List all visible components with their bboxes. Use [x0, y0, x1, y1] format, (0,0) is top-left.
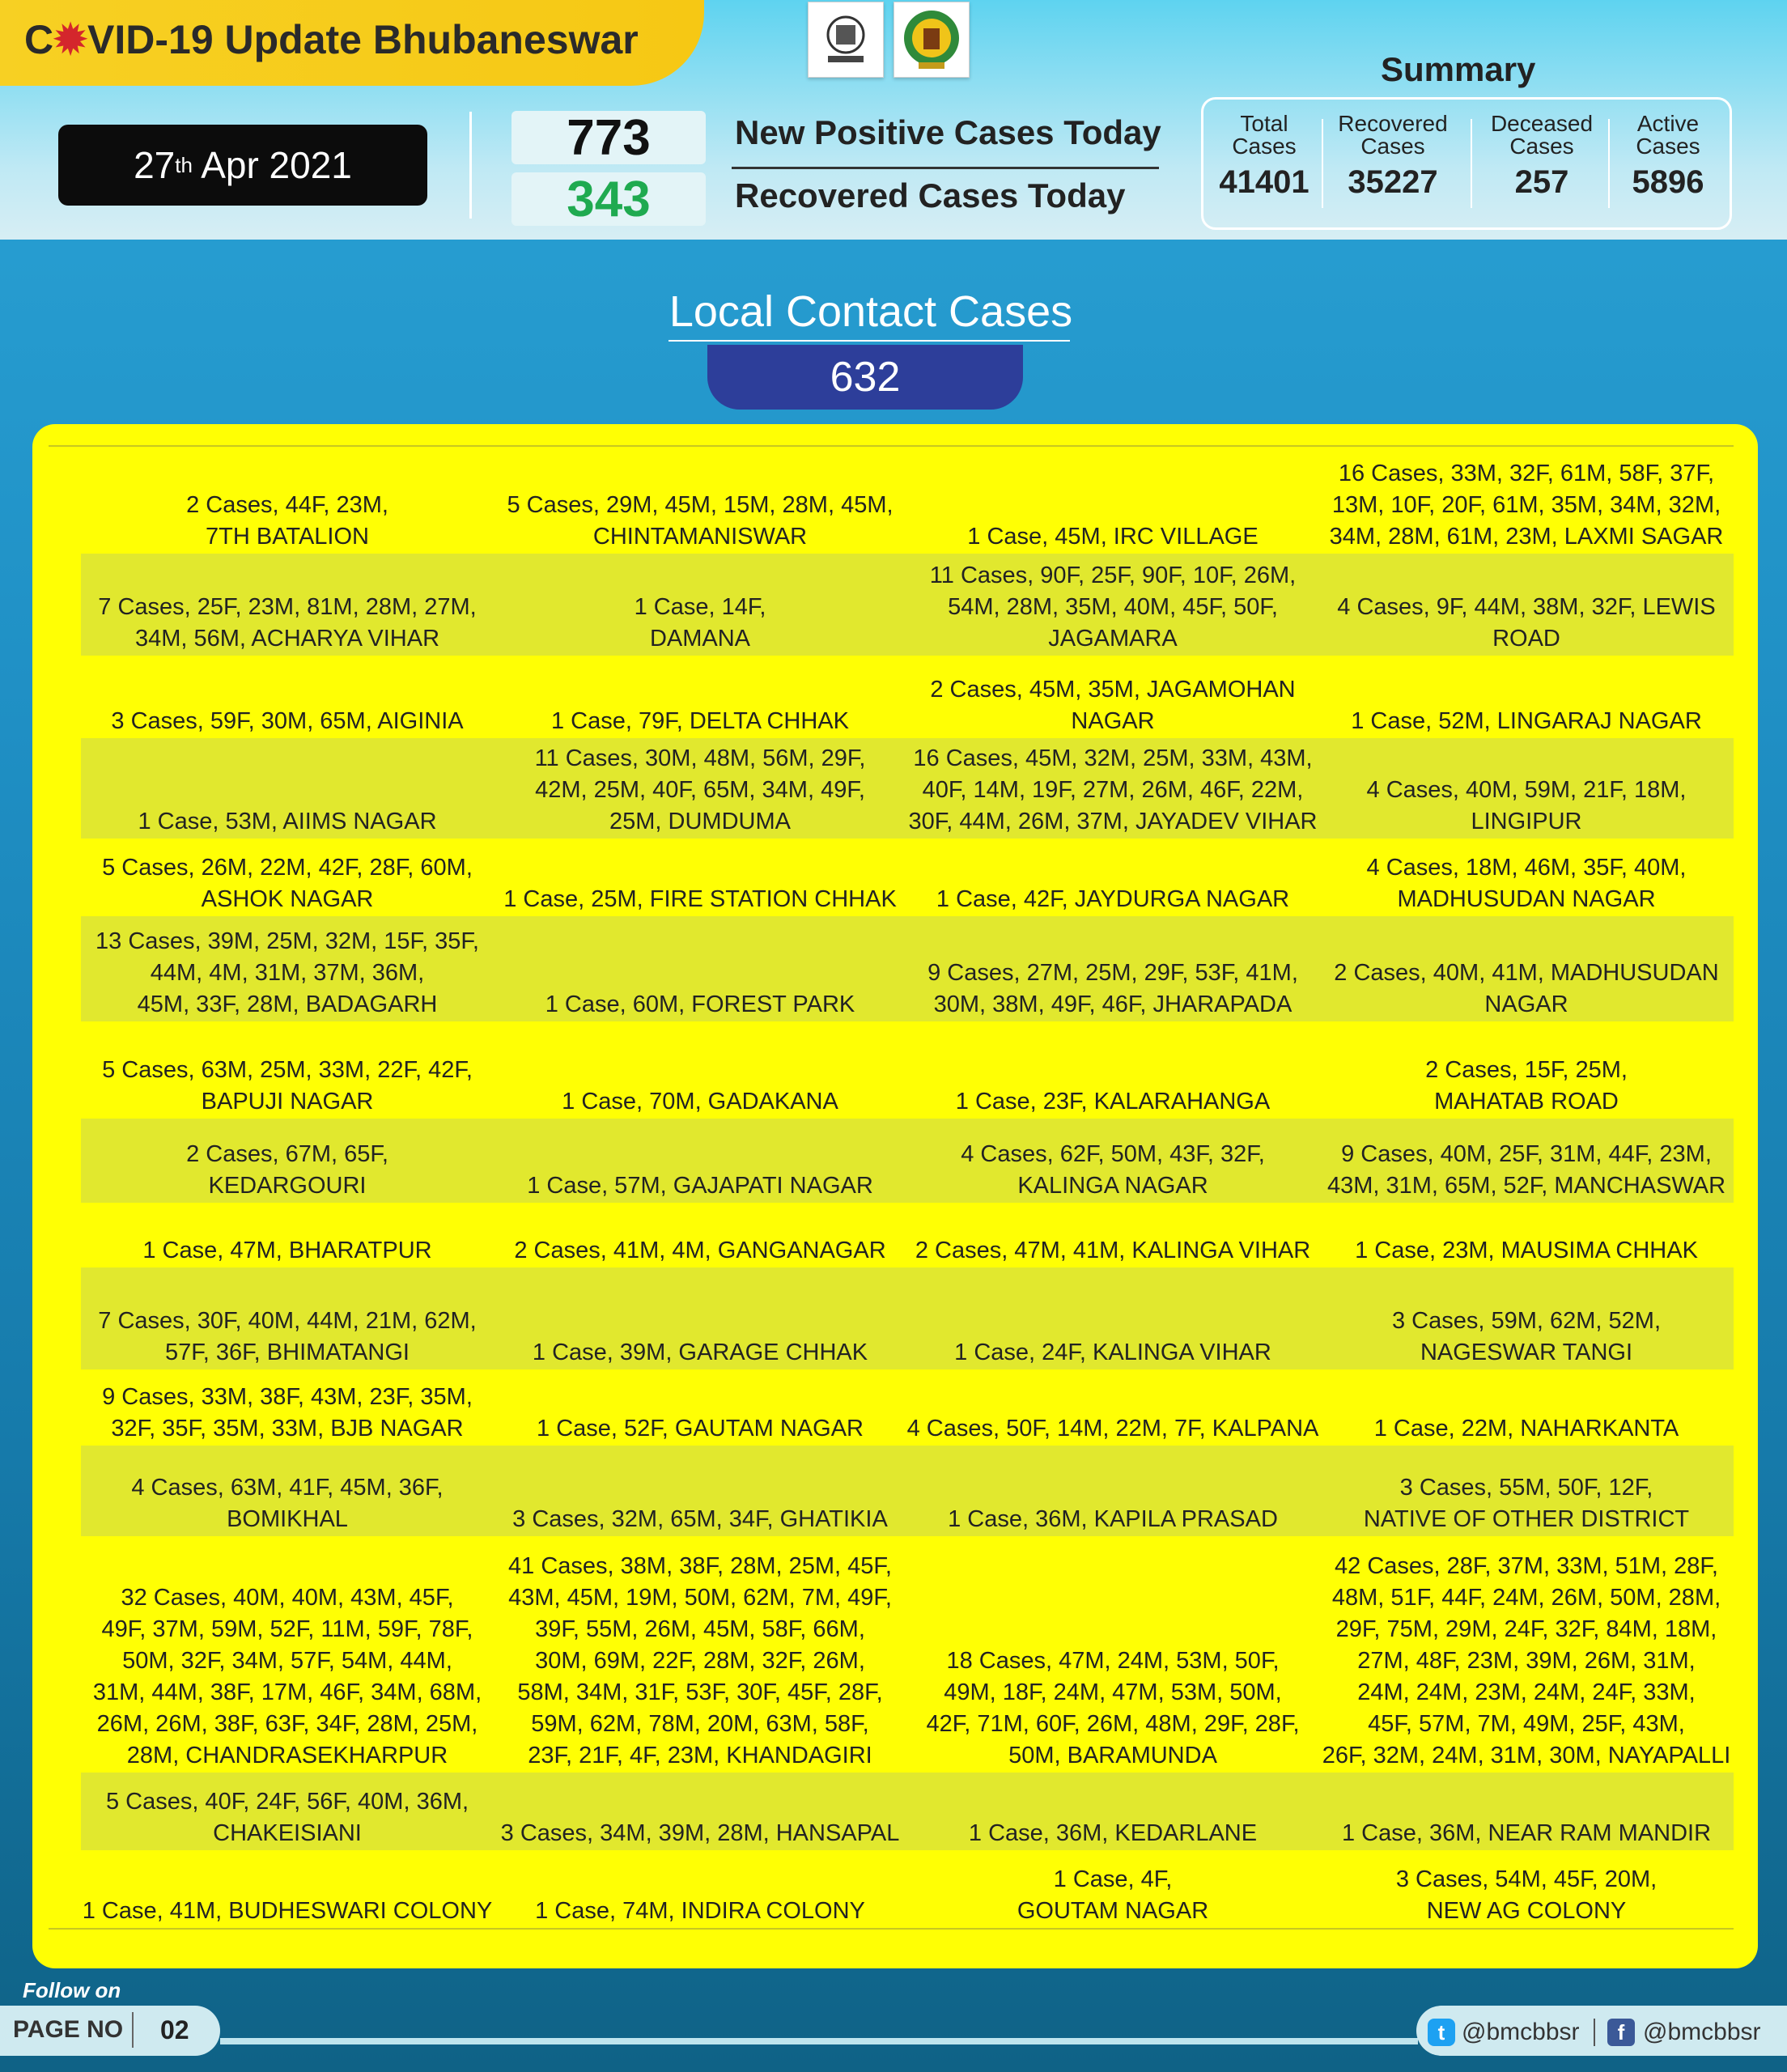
table-cell: 1 Case, 60M, FOREST PARK — [545, 991, 855, 1017]
table-cell: 1 Case, 14F, DAMANA — [634, 594, 766, 652]
table-cell: 11 Cases, 30M, 48M, 56M, 29F, 42M, 25M, 40F, 65M, 34M, 49F, 25M, DUMDUMA — [534, 745, 866, 834]
section-underline — [669, 340, 1070, 342]
recovered-count: 343 — [511, 172, 706, 226]
table-cell: 1 Case, 4F, GOUTAM NAGAR — [1017, 1866, 1209, 1924]
table-row — [81, 738, 1734, 839]
table-cell: 2 Cases, 40M, 41M, MADHUSUDAN NAGAR — [1334, 960, 1719, 1017]
table-cell: 1 Case, 24F, KALINGA VIHAR — [954, 1340, 1271, 1365]
table-cell: 1 Case, 74M, INDIRA COLONY — [535, 1898, 865, 1924]
table-row — [81, 1021, 1734, 1119]
table-row — [81, 1446, 1734, 1536]
table-cell: 3 Cases, 55M, 50F, 12F, NATIVE OF OTHER DISTRICT — [1363, 1475, 1690, 1532]
table-cell: 16 Cases, 45M, 32M, 25M, 33M, 43M, 40F, 14M, 19F, 27M, 26M, 46F, 22M, 30F, 44M, 26M, 37M, JAYADEV VIHAR — [908, 745, 1318, 834]
twitter-icon[interactable]: t — [1428, 2019, 1455, 2046]
table-cell: 4 Cases, 63M, 41F, 45M, 36F, BOMIKHAL — [131, 1475, 444, 1532]
table-cell: 9 Cases, 33M, 38F, 43M, 23F, 35M, 32F, 35F, 35M, 33M, BJB NAGAR — [102, 1384, 473, 1441]
table-cell: 5 Cases, 63M, 25M, 33M, 22F, 42F, BAPUJI NAGAR — [102, 1057, 473, 1115]
table-row — [81, 839, 1734, 916]
section-title: Local Contact Cases — [669, 287, 1073, 336]
summary-divider — [1471, 119, 1472, 208]
local-contact-count: 632 — [707, 345, 1023, 410]
table-cell: 1 Case, 53M, AIIMS NAGAR — [138, 809, 437, 834]
table-row — [81, 447, 1734, 554]
page-divider — [132, 2012, 134, 2048]
table-cell: 1 Case, 39M, GARAGE CHHAK — [532, 1340, 868, 1365]
table-cell: 1 Case, 45M, IRC VILLAGE — [967, 524, 1259, 550]
table-cell: 9 Cases, 27M, 25M, 29F, 53F, 41M, 30M, 38M, 49F, 46F, JHARAPADA — [927, 960, 1298, 1017]
table-cell: 41 Cases, 38M, 38F, 28M, 25M, 45F, 43M, 45M, 19M, 50M, 62M, 7M, 49F, 39F, 55M, 26M, 45M, 58F, 66M, 30M, 69M, 22F, 28M, 32F, 26M, 58M, 34M, 31F, 53F, 30F, 45F, 28F, 59M, 62M, 78M, 20M, 63M, 58F, 23F, 21F, 4F, 23M, KHANDAGIRI — [508, 1553, 892, 1768]
table-cell: 1 Case, 70M, GADAKANA — [562, 1089, 838, 1115]
table-cell: 9 Cases, 40M, 25F, 31M, 44F, 23M, 43M, 31M, 65M, 52F, MANCHASWAR — [1326, 1141, 1726, 1199]
table-cell: 5 Cases, 40F, 24F, 56F, 40M, 36M, CHAKEISIANI — [105, 1789, 469, 1846]
summary-active: Active Cases 5896 — [1632, 111, 1704, 200]
table-cell: 1 Case, 25M, FIRE STATION CHHAK — [503, 886, 897, 912]
table-cell: 16 Cases, 33M, 32F, 61M, 58F, 37F, 13M, 10F, 20F, 61M, 35M, 34M, 32M, 34M, 28M, 61M, 23M, LAXMI SAGAR — [1329, 461, 1724, 550]
table-cell: 2 Cases, 47M, 41M, KALINGA VIHAR — [915, 1238, 1311, 1263]
table-cell: 1 Case, 79F, DELTA CHHAK — [550, 708, 849, 734]
recovered-label: Recovered Cases Today — [735, 176, 1126, 214]
table-cell: 1 Case, 36M, KAPILA PRASAD — [948, 1506, 1278, 1532]
table-cell: 32 Cases, 40M, 40M, 43M, 45F, 49F, 37M, 59M, 52F, 11M, 59F, 78F, 50M, 32F, 34M, 57F, 54M, 44M, 31M, 44M, 38F, 17M, 46F, 34M, 68M, 26M, 26M, 38F, 63F, 34F, 28M, 25M, 28M, CHANDRASEKHARPUR — [92, 1585, 482, 1768]
table-cell: 2 Cases, 45M, 35M, JAGAMOHAN NAGAR — [930, 677, 1296, 734]
table-cell: 1 Case, 36M, KEDARLANE — [968, 1820, 1258, 1846]
page-label: PAGE NO — [13, 2016, 124, 2043]
table-cell: 1 Case, 36M, NEAR RAM MANDIR — [1341, 1820, 1712, 1846]
table-cell: 1 Case, 52F, GAUTAM NAGAR — [537, 1416, 864, 1441]
table-row — [81, 916, 1734, 1021]
table-cell: 3 Cases, 54M, 45F, 20M, NEW AG COLONY — [1395, 1866, 1658, 1924]
table-cell: 5 Cases, 26M, 22M, 42F, 28F, 60M, ASHOK NAGAR — [102, 855, 473, 912]
label-divider — [732, 167, 1159, 169]
summary-divider — [1608, 119, 1610, 208]
page-title: C✹VID-19 Update Bhubaneswar — [24, 17, 639, 62]
table-row — [81, 1369, 1734, 1446]
table-cell: 13 Cases, 39M, 25M, 32M, 15F, 35F, 44M, 4M, 31M, 37M, 36M, 45M, 33F, 28M, BADAGARH — [96, 928, 479, 1017]
facebook-icon[interactable]: f — [1607, 2019, 1635, 2046]
table-cell: 7 Cases, 25F, 23M, 81M, 28M, 27M, 34M, 56M, ACHARYA VIHAR — [98, 594, 477, 652]
table-cell: 5 Cases, 29M, 45M, 15M, 28M, 45M, CHINTAMANISWAR — [507, 492, 894, 550]
table-cell: 3 Cases, 59M, 62M, 52M, NAGESWAR TANGI — [1391, 1308, 1662, 1365]
bmc-logo — [894, 2, 970, 78]
odisha-govt-logo — [808, 2, 884, 78]
table-cell: 1 Case, 23M, MAUSIMA CHHAK — [1355, 1238, 1698, 1263]
table-row — [81, 554, 1734, 656]
table-cell: 1 Case, 52M, LINGARAJ NAGAR — [1351, 708, 1702, 734]
summary-title: Summary — [1381, 50, 1536, 88]
new-positive-label: New Positive Cases Today — [735, 113, 1161, 151]
table-cell: 3 Cases, 32M, 65M, 34F, GHATIKIA — [512, 1506, 888, 1532]
follow-label: Follow on — [23, 1978, 121, 2002]
footer-band — [220, 2038, 1418, 2044]
virus-icon: ✹ — [53, 17, 88, 62]
new-positive-count: 773 — [511, 111, 706, 164]
table-cell: 1 Case, 41M, BUDHESWARI COLONY — [82, 1898, 493, 1924]
table-row — [81, 1850, 1734, 1928]
date-box: 27 th Apr 2021 — [58, 125, 427, 206]
table-cell: 1 Case, 22M, NAHARKANTA — [1373, 1416, 1679, 1441]
summary-box — [1201, 97, 1732, 230]
table-cell: 2 Cases, 44F, 23M, 7TH BATALION — [186, 492, 388, 550]
table-cell: 3 Cases, 59F, 30M, 65M, AIGINIA — [111, 708, 464, 734]
page-number: 02 — [160, 2015, 189, 2044]
twitter-handle[interactable]: @bmcbbsr — [1462, 2019, 1580, 2045]
table-cell: 4 Cases, 18M, 46M, 35F, 40M, MADHUSUDAN NAGAR — [1366, 855, 1687, 912]
table-cell: 4 Cases, 50F, 14M, 22M, 7F, KALPANA — [906, 1416, 1319, 1441]
table-cell: 2 Cases, 15F, 25M, MAHATAB ROAD — [1425, 1057, 1628, 1115]
summary-deceased: Deceased Cases 257 — [1490, 111, 1594, 200]
table-cell: 1 Case, 23F, KALARAHANGA — [955, 1089, 1271, 1115]
table-cell: 4 Cases, 9F, 44M, 38M, 32F, LEWIS ROAD — [1337, 594, 1716, 652]
header — [0, 0, 1787, 240]
table-row — [81, 1203, 1734, 1267]
table-row — [81, 1267, 1734, 1369]
table-row — [81, 1536, 1734, 1773]
table-cell: 1 Case, 57M, GAJAPATI NAGAR — [527, 1173, 873, 1199]
table-cell: 4 Cases, 62F, 50M, 43F, 32F, KALINGA NAGAR — [961, 1141, 1265, 1199]
table-cell: 11 Cases, 90F, 25F, 90F, 10F, 26M, 54M, 28M, 35M, 40M, 45F, 50F, JAGAMARA — [929, 563, 1297, 652]
table-cell: 2 Cases, 67M, 65F, KEDARGOURI — [186, 1141, 388, 1199]
table-cell: 3 Cases, 34M, 39M, 28M, HANSAPAL — [500, 1820, 900, 1846]
header-divider — [469, 112, 472, 219]
table-cell: 2 Cases, 41M, 4M, GANGANAGAR — [514, 1238, 886, 1263]
table-cell: 1 Case, 42F, JAYDURGA NAGAR — [936, 886, 1290, 912]
table-cell: 4 Cases, 40M, 59M, 21F, 18M, LINGIPUR — [1366, 777, 1687, 834]
table-row — [81, 1119, 1734, 1203]
table-cell: 18 Cases, 47M, 24M, 53M, 50F, 49M, 18F, 24M, 47M, 53M, 50M, 42F, 71M, 60F, 26M, 48M, 29F, 28F, 50M, BARAMUNDA — [926, 1648, 1300, 1768]
table-bottom-line — [49, 1928, 1734, 1930]
facebook-handle[interactable]: @bmcbbsr — [1643, 2019, 1761, 2045]
table-cell: 42 Cases, 28F, 37M, 33M, 51M, 28F, 48M, 51F, 44F, 24M, 26M, 50M, 28M, 29F, 75M, 29M, 24F, 32F, 84M, 18M, 27M, 48F, 23M, 39M, 26M, 31M, 24M, 24M, 23M, 24M, 24F, 33M, 45F, 57M, 7M, 49M, 25F, 43M, 26F, 32M, 24M, 31M, 30M, NAYAPALLI — [1322, 1553, 1731, 1768]
table-row — [81, 1773, 1734, 1850]
table-cell: 1 Case, 47M, BHARATPUR — [142, 1238, 432, 1263]
summary-recovered: Recovered Cases 35227 — [1338, 111, 1448, 200]
summary-total: Total Cases 41401 — [1219, 111, 1309, 200]
table-cell: 7 Cases, 30F, 40M, 44M, 21M, 62M, 57F, 36F, BHIMATANGI — [98, 1308, 477, 1365]
table-row — [81, 656, 1734, 738]
summary-divider — [1322, 119, 1323, 208]
social-divider — [1594, 2019, 1595, 2046]
